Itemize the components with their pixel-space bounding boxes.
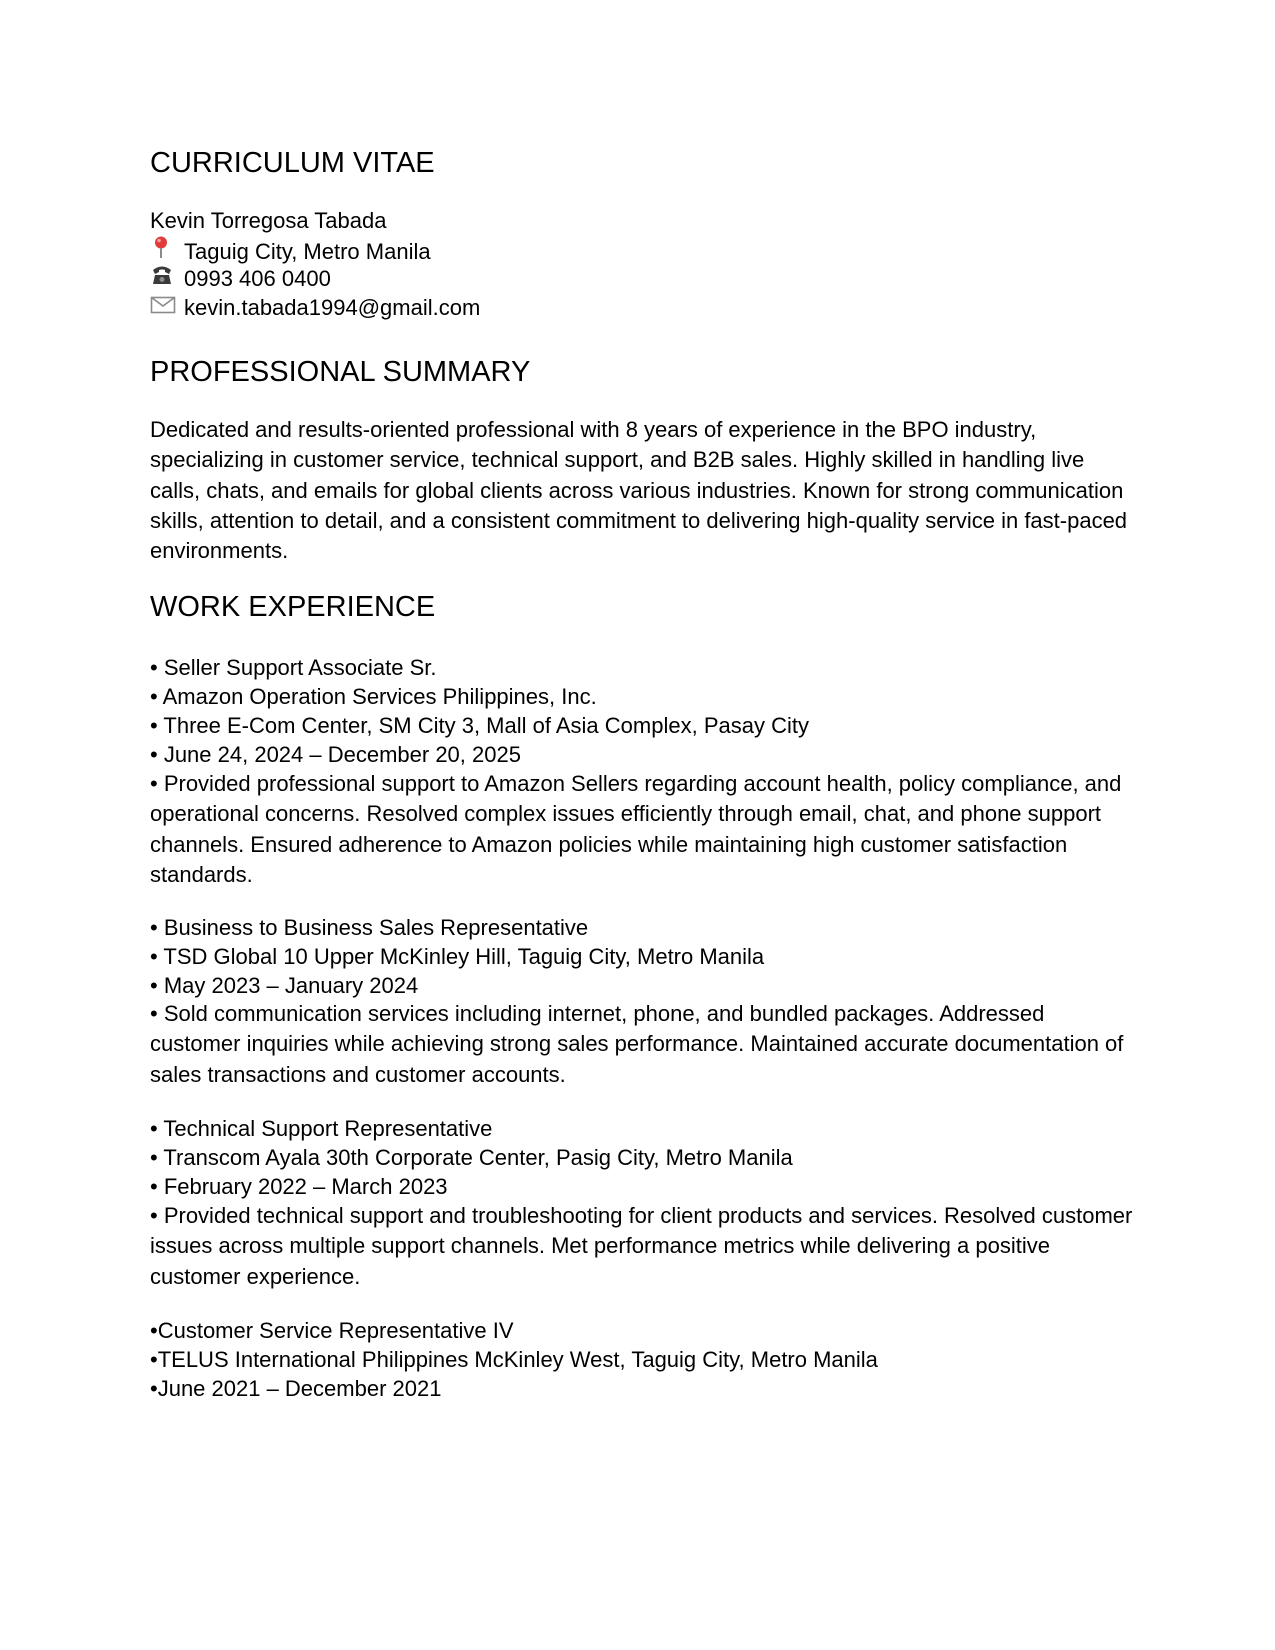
summary-heading: PROFESSIONAL SUMMARY	[150, 356, 531, 388]
job-4-company: •TELUS International Philippines McKinley West, Taguig City, Metro Manila	[150, 1347, 878, 1372]
job-2-position: • Business to Business Sales Representative	[150, 915, 589, 940]
contact-location	[150, 235, 431, 267]
contact-email-text: kevin.tabada1994@gmail.com	[184, 295, 481, 320]
job-3-dates: • February 2022 – March 2023	[150, 1174, 448, 1199]
job-1-address: • Three E-Com Center, SM City 3, Mall of Asia Complex, Pasay City	[150, 713, 809, 738]
phone-icon	[150, 264, 176, 294]
contact-phone-text: 0993 406 0400	[184, 266, 331, 291]
job-3-description: • Provided technical support and troubleshooting for client products and services. Resolved customer issues across multiple support channels. Met performance metrics while delivering a positive customer experience.	[150, 1203, 1133, 1289]
contact-email	[150, 293, 480, 323]
contact-location-text: Taguig City, Metro Manila	[184, 239, 431, 264]
job-1-dates: • June 24, 2024 – December 20, 2025	[150, 742, 521, 767]
job-3-position: • Technical Support Representative	[150, 1116, 493, 1141]
job-3-company: • Transcom Ayala 30th Corporate Center, Pasig City, Metro Manila	[150, 1145, 793, 1170]
job-2-company: • TSD Global 10 Upper McKinley Hill, Taguig City, Metro Manila	[150, 944, 765, 969]
envelope-icon	[150, 293, 176, 323]
job-4-position: •Customer Service Representative IV	[150, 1318, 514, 1343]
cv-title: CURRICULUM VITAE	[150, 147, 435, 179]
job-1-position: • Seller Support Associate Sr.	[150, 655, 437, 680]
experience-heading: WORK EXPERIENCE	[150, 591, 436, 623]
job-2-dates: • May 2023 – January 2024	[150, 973, 419, 998]
summary-text: Dedicated and results-oriented professional with 8 years of experience in the BPO industry, specializing in customer service, technical support, and B2B sales. Highly skilled in handling live calls, chats, and emails for global clients across various industries. Known for strong communication skills, attention to detail, and a consistent commitment to delivering high-quality service in fast-paced environments.	[150, 417, 1128, 564]
job-2-description: • Sold communication services including internet, phone, and bundled packages. Addressed customer inquiries while achieving strong sales performance. Maintained accurate documentation of sales transactions and customer accounts.	[150, 1001, 1124, 1087]
contact-phone	[150, 264, 331, 294]
job-1-description: • Provided professional support to Amazon Sellers regarding account health, policy compliance, and operational concerns. Resolved complex issues efficiently through email, chat, and phone support channels. Ensured adherence to Amazon policies while maintaining high customer satisfaction standards.	[150, 771, 1122, 887]
job-1-company: • Amazon Operation Services Philippines, Inc.	[150, 684, 597, 709]
pin-icon	[150, 235, 176, 267]
job-4-dates: •June 2021 – December 2021	[150, 1376, 442, 1401]
contact-name: Kevin Torregosa Tabada	[150, 208, 387, 233]
